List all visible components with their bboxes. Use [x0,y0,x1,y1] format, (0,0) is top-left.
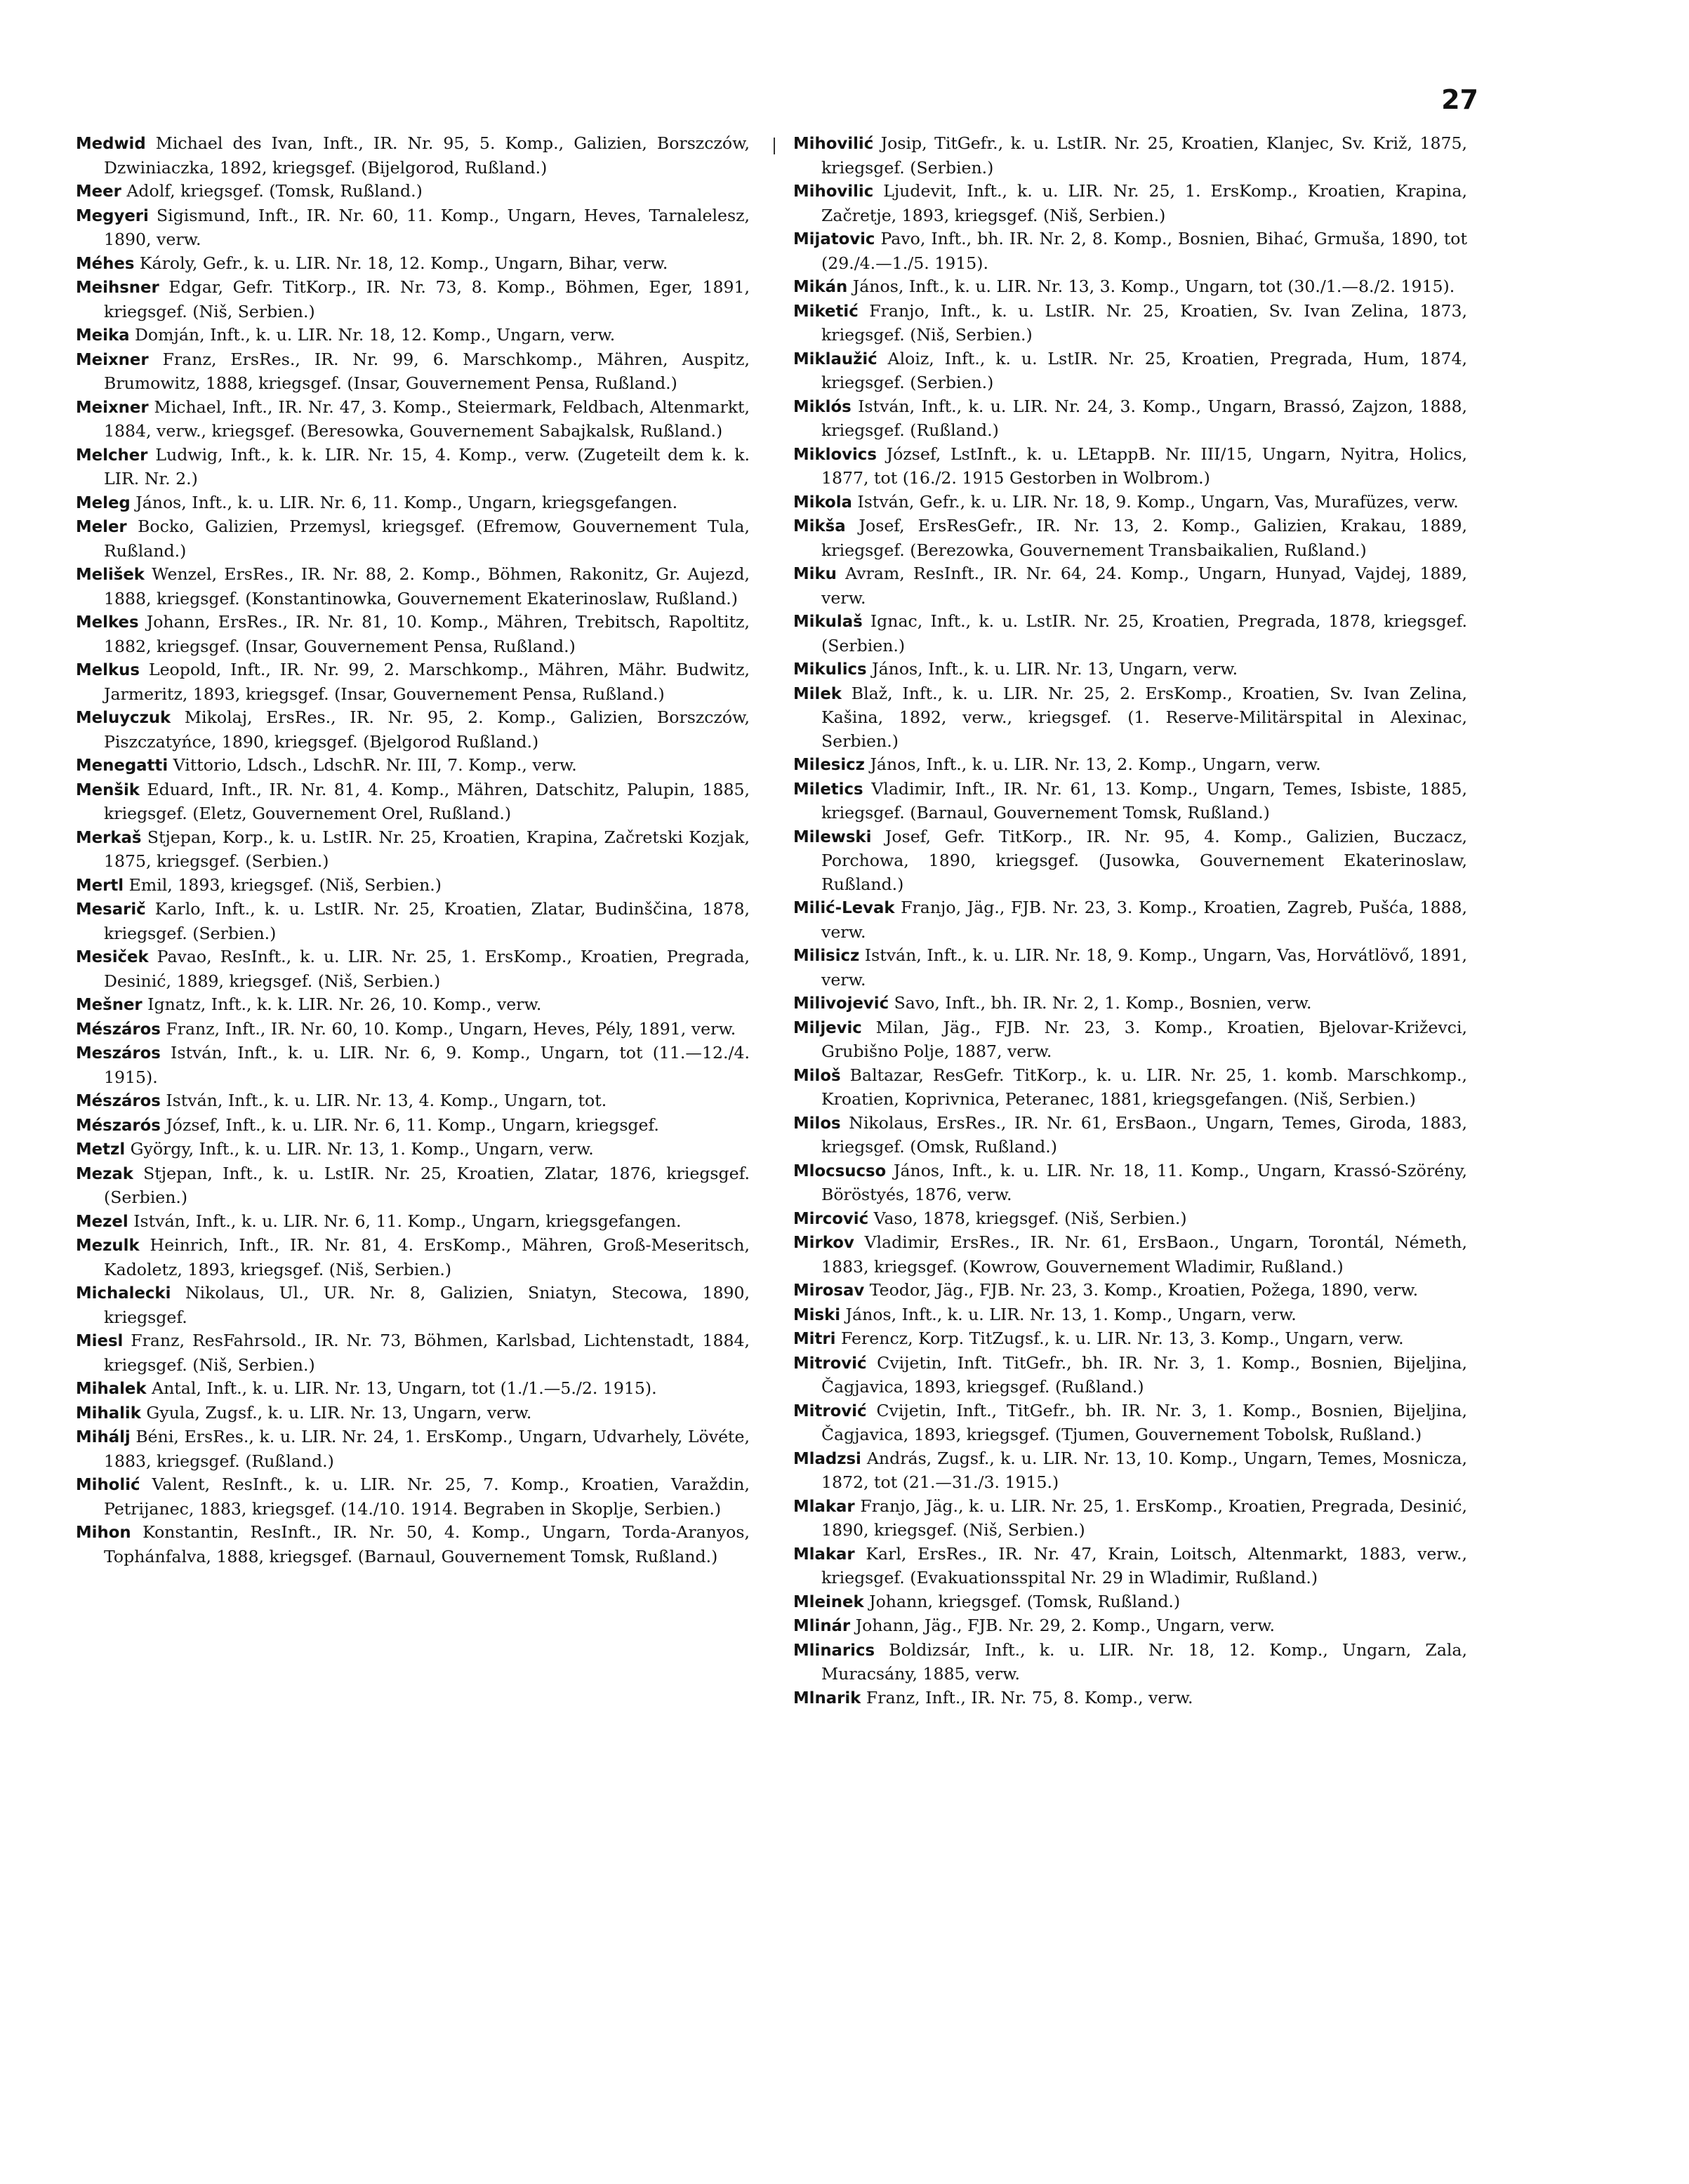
register-entry [793,1112,1467,1159]
entry-surname: Mesarič [76,900,146,919]
entry-details: József, Inft., k. u. LIR. Nr. 6, 11. Komp., Ungarn, kriegsgef. [160,1114,659,1135]
register-entry [793,1279,1467,1303]
entry-details: György, Inft., k. u. LIR. Nr. 13, 1. Komp., Ungarn, verw. [125,1139,594,1159]
register-entry [76,778,750,826]
entry-details: Konstantin, ResInft., IR. Nr. 50, 4. Komp., Ungarn, Torda-Aranyos, Tophánfalva, 1888, kriegsgef. (Barnaul, Gouvernement Tomsk, Rußland.) [104,1522,750,1566]
entry-details: Heinrich, Inft., IR. Nr. 81, 4. ErsKomp., Mähren, Groß-Meseritsch, Kadoletz, 1893, kriegsgef. (Niš, Serbien.) [104,1235,750,1279]
register-entry [76,204,750,252]
register-entry [76,444,750,491]
entry-surname: Meer [76,182,121,201]
register-entry [793,896,1467,944]
register-entry [76,132,750,180]
register-entry [793,1614,1467,1639]
entry-details: Michael, Inft., IR. Nr. 47, 3. Komp., Steiermark, Feldbach, Altenmarkt, 1884, verw., kriegsgef. (Beresowka, Gouvernement Sabajkalsk, Rußland.) [104,397,750,441]
register-entry [76,515,750,563]
entry-details: Ljudevit, Inft., k. u. LIR. Nr. 25, 1. ErsKomp., Kroatien, Krapina, Začretje, 1893, kriegsgef. (Niš, Serbien.) [821,181,1467,225]
entry-surname: Miljevic [793,1018,862,1037]
entry-surname: Miku [793,565,837,583]
register-entry [76,1114,750,1138]
entry-surname: Miklovics [793,445,877,464]
entry-surname: Melišek [76,566,145,584]
register-entry [793,1399,1467,1447]
entry-details: János, Inft., k. u. LIR. Nr. 13, 2. Komp., Ungarn, verw. [864,754,1321,774]
register-entry [76,658,750,706]
entry-details: Domján, Inft., k. u. LIR. Nr. 18, 12. Komp., Ungarn, verw. [129,325,616,345]
entry-surname: Meixner [76,398,149,417]
entry-details: Johann, ErsRes., IR. Nr. 81, 10. Komp., Mähren, Trebitsch, Rapoltitz, 1882, kriegsgef. (Insar, Gouvernement Pensa, Rußland.) [104,612,750,656]
register-entry [793,227,1467,275]
entry-surname: Mesiček [76,948,149,966]
entry-details: Franz, Inft., IR. Nr. 75, 8. Komp., verw. [861,1687,1193,1707]
register-entry [76,324,750,348]
entry-surname: Milewski [793,827,872,846]
register-entry [76,276,750,324]
entry-details: Valent, ResInft., k. u. LIR. Nr. 25, 7. Komp., Kroatien, Varaždin, Petrijanec, 1883, kriegsgef. (14./10. 1914. Begraben in Skoplje, Serbien.) [104,1474,750,1519]
register-entry [76,874,750,898]
entry-surname: Mladzsi [793,1449,861,1468]
register-entry [793,944,1467,992]
entry-surname: Meszáros [76,1044,161,1063]
entry-surname: Meleg [76,493,131,512]
entry-surname: Mezulk [76,1237,140,1255]
entry-details: Avram, ResInft., IR. Nr. 64, 24. Komp., Ungarn, Hunyad, Vajdej, 1889, verw. [821,564,1467,608]
register-entry [76,180,750,204]
entry-details: Cvijetin, Inft. TitGefr., bh. IR. Nr. 3, 1. Komp., Bosnien, Bijeljina, Čagjavica, 1893, kriegsgef. (Rußland.) [821,1352,1467,1397]
register-entry [793,1016,1467,1064]
entry-surname: Mihovilic [793,182,874,201]
entry-surname: Mircović [793,1209,869,1228]
entry-details: Franz, ResFahrsold., IR. Nr. 73, Böhmen, Karlsbad, Lichtenstadt, 1884, kriegsgef. (Niš, Serbien.) [104,1331,750,1375]
entry-details: András, Zugsf., k. u. LIR. Nr. 13, 10. Komp., Ungarn, Temes, Mosnicza, 1872, tot (21.—31./3. 1915.) [821,1448,1467,1492]
entry-surname: Mezel [76,1212,128,1231]
entry-details: István, Inft., k. u. LIR. Nr. 24, 3. Komp., Ungarn, Brassó, Zajzon, 1888, kriegsgef. (Rußland.) [821,396,1467,440]
register-entry [793,682,1467,754]
entry-details: Károly, Gefr., k. u. LIR. Nr. 18, 12. Komp., Ungarn, Bihar, verw. [134,253,668,273]
register-entry [76,1041,750,1089]
entry-surname: Mirosav [793,1281,865,1300]
register-entry [76,611,750,658]
entry-details: Vladimir, Inft., IR. Nr. 61, 13. Komp., Ungarn, Temes, Isbiste, 1885, kriegsgef. (Barnaul, Gouvernement Tomsk, Rußland.) [821,778,1467,823]
entry-details: Mikolaj, ErsRes., IR. Nr. 95, 2. Komp., Galizien, Borszczów, Piszczatyńce, 1890, kriegsgef. (Bjelgorod Rußland.) [104,707,750,752]
entry-details: Nikolaus, Ul., UR. Nr. 8, Galizien, Sniatyn, Stecowa, 1890, kriegsgef. [104,1283,750,1327]
register-entry [76,252,750,277]
register-entry [76,1401,750,1426]
entry-details: Wenzel, ErsRes., IR. Nr. 88, 2. Komp., Böhmen, Rakonitz, Gr. Aujezd, 1888, kriegsgef. (Konstantinowka, Gouvernement Ekaterinoslaw, Rußland.) [104,564,750,608]
register-entry [76,1234,750,1281]
entry-details: Adolf, kriegsgef. (Tomsk, Rußland.) [121,181,423,201]
entry-surname: Milek [793,684,842,703]
entry-details: Ignatz, Inft., k. k. LIR. Nr. 26, 10. Komp., verw. [142,994,542,1014]
entry-surname: Medwid [76,135,146,153]
register-entry [793,1352,1467,1399]
entry-surname: Mészáros [76,1020,161,1039]
entry-details: Eduard, Inft., IR. Nr. 81, 4. Komp., Mähren, Datschitz, Palupin, 1885, kriegsgef. (Eletz, Gouvernement Orel, Rußland.) [104,779,750,823]
register-entry [793,132,1467,180]
entry-surname: Melcher [76,446,148,465]
register-entry [76,1329,750,1377]
register-entry [76,1377,750,1401]
entry-surname: Mihalik [76,1404,141,1423]
register-entry [793,778,1467,825]
entry-details: Josef, ErsResGefr., IR. Nr. 13, 2. Komp., Galizien, Krakau, 1889, kriegsgef. (Berezowka, Gouvernement Transbaikalien, Rußland.) [821,516,1467,560]
entry-details: István, Inft., k. u. LIR. Nr. 6, 11. Komp., Ungarn, kriegsgefangen. [128,1211,682,1231]
entry-details: Bocko, Galizien, Przemysl, kriegsgef. (Efremow, Gouvernement Tula, Rußland.) [104,517,750,561]
entry-details: József, LstInft., k. u. LEtappB. Nr. III/15, Ungarn, Nyitra, Holics, 1877, tot (16./2. 1915 Gestorben in Wolbrom.) [821,444,1467,488]
register-entry [793,1447,1467,1495]
entry-surname: Merkaš [76,828,142,847]
entry-surname: Meika [76,326,130,345]
register-entry [793,1543,1467,1590]
entry-surname: Melkus [76,661,140,679]
entry-surname: Milić-Levak [793,899,895,917]
register-entry [793,1231,1467,1279]
entry-surname: Milos [793,1114,841,1133]
entry-surname: Mleinek [793,1592,864,1611]
register-entry [76,1425,750,1473]
entry-details: Baltazar, ResGefr. TitKorp., k. u. LIR. Nr. 25, 1. komb. Marschkomp., Kroatien, Koprivnica, Peteranec, 1881, kriegsgefangen. (Niš, Serbien.) [821,1065,1467,1109]
entry-surname: Mijatovic [793,230,875,248]
entry-surname: Mlocsucso [793,1161,887,1180]
register-entry [76,706,750,754]
entry-surname: Mezak [76,1164,133,1183]
entry-surname: Miesl [76,1332,124,1350]
entry-surname: Mikola [793,493,852,512]
entry-surname: Meler [76,518,127,536]
entry-surname: Milisicz [793,947,860,965]
register-entry [76,826,750,874]
entry-surname: Meixner [76,350,149,369]
entry-surname: Mirkov [793,1234,854,1252]
entry-surname: Mihálj [76,1428,131,1446]
register-entry [793,300,1467,347]
entry-details: Antal, Inft., k. u. LIR. Nr. 13, Ungarn, tot (1./1.—5./2. 1915). [146,1378,657,1398]
register-entry [793,1639,1467,1686]
register-entry [793,1495,1467,1543]
entry-details: Leopold, Inft., IR. Nr. 99, 2. Marschkomp., Mähren, Mähr. Budwitz, Jarmeritz, 1893, kriegsgef. (Insar, Gouvernement Pensa, Rußland.) [104,660,750,704]
entry-details: János, Inft., k. u. LIR. Nr. 18, 11. Komp., Ungarn, Krassó-Szörény, Böröstyés, 1876, verw. [821,1160,1467,1204]
entry-surname: Mikulics [793,660,867,679]
entry-details: Béni, ErsRes., k. u. LIR. Nr. 24, 1. ErsKomp., Ungarn, Udvarhely, Lövéte, 1883, kriegsgef. (Rußland.) [104,1427,750,1471]
entry-details: Johann, kriegsgef. (Tomsk, Rußland.) [863,1591,1181,1611]
entry-details: János, Inft., k. u. LIR. Nr. 13, 3. Komp., Ungarn, tot (30./1.—8./2. 1915). [847,277,1455,296]
entry-surname: Mészáros [76,1092,161,1110]
entry-details: János, Inft., k. u. LIR. Nr. 6, 11. Komp., Ungarn, kriegsgefangen. [130,492,678,512]
entry-surname: Mlakar [793,1497,855,1516]
entry-surname: Megyeri [76,206,149,225]
entry-details: Karlo, Inft., k. u. LstIR. Nr. 25, Kroatien, Zlatar, Budinščina, 1878, kriegsgef. (Serbien.) [104,899,750,943]
entry-details: Franz, Inft., IR. Nr. 60, 10. Komp., Ungarn, Heves, Pély, 1891, verw. [160,1018,736,1039]
register-entry [793,514,1467,562]
entry-details: Ferencz, Korp. TitZugsf., k. u. LIR. Nr. 13, 3. Komp., Ungarn, verw. [835,1329,1404,1348]
entry-surname: Miklaužić [793,349,877,368]
entry-details: Pavao, ResInft., k. u. LIR. Nr. 25, 1. ErsKomp., Kroatien, Pregrada, Desinić, 1889, kriegsgef. (Niš, Serbien.) [104,947,750,991]
register-entry [76,1210,750,1234]
entry-details: Aloiz, Inft., k. u. LstIR. Nr. 25, Kroatien, Pregrada, Hum, 1874, kriegsgef. (Serbien.) [821,348,1467,392]
register-entry [793,1327,1467,1352]
entry-details: Franz, ErsRes., IR. Nr. 99, 6. Marschkomp., Mähren, Auspitz, Brumowitz, 1888, kriegsgef. (Insar, Gouvernement Pensa, Rußland.) [104,349,750,393]
entry-surname: Miletics [793,780,863,799]
register-entry [76,1473,750,1521]
register-entry [793,658,1467,682]
entry-surname: Miketić [793,302,859,321]
entry-details: Pavo, Inft., bh. IR. Nr. 2, 8. Komp., Bosnien, Bihać, Grmuša, 1890, tot (29./4.—1./5. 1915). [821,229,1467,273]
entry-details: István, Inft., k. u. LIR. Nr. 18, 9. Komp., Ungarn, Vas, Horvátlövő, 1891, verw. [821,945,1467,990]
register-entry [76,898,750,945]
entry-surname: Mitri [793,1330,836,1348]
entry-details: Josef, Gefr. TitKorp., IR. Nr. 95, 4. Komp., Galizien, Buczacz, Porchowa, 1890, kriegsgef. (Jusowka, Gouvernement Ekaterinoslaw, Rußland.) [821,826,1467,894]
register-entry [793,1159,1467,1207]
entry-details: Sigismund, Inft., IR. Nr. 60, 11. Komp., Ungarn, Heves, Tarnalelesz, 1890, verw. [104,205,750,249]
entry-surname: Miloš [793,1066,841,1085]
entry-surname: Miholić [76,1476,140,1494]
entry-details: János, Inft., k. u. LIR. Nr. 13, Ungarn, verw. [866,659,1238,679]
register-entry [793,1590,1467,1615]
register-entry [793,992,1467,1016]
entry-details: Milan, Jäg., FJB. Nr. 23, 3. Komp., Kroatien, Bjelovar-Križevci, Grubišno Polje, 1887, verw. [821,1017,1467,1061]
entry-details: Johann, Jäg., FJB. Nr. 29, 2. Komp., Ungarn, verw. [850,1616,1276,1635]
register-entry [76,1089,750,1114]
register-entry [76,1138,750,1162]
entry-surname: Michalecki [76,1284,171,1303]
register-entry [793,1207,1467,1232]
register-entry [793,610,1467,658]
entry-details: Michael des Ivan, Inft., IR. Nr. 95, 5. Komp., Galizien, Borszczów, Dzwiniaczka, 1892, kriegsgef. (Bijelgorod, Rußland.) [104,133,750,178]
left-column [76,132,750,1569]
entry-details: Cvijetin, Inft., TitGefr., bh. IR. Nr. 3, 1. Komp., Bosnien, Bijeljina, Čagjavica, 1893, kriegsgef. (Tjumen, Gouvernement Tobolsk, Rußland.) [821,1400,1467,1444]
entry-details: Vittorio, Ldsch., LdschR. Nr. III, 7. Komp., verw. [168,755,577,775]
entry-surname: Meihsner [76,279,159,297]
entry-details: Ludwig, Inft., k. k. LIR. Nr. 15, 4. Komp., verw. (Zugeteilt dem k. k. LIR. Nr. 2.) [104,444,750,488]
register-entry [793,753,1467,778]
entry-surname: Mikulaš [793,613,863,631]
entry-surname: Miski [793,1305,841,1324]
column-divider [774,138,775,154]
register-entry [793,1303,1467,1328]
entry-details: Franjo, Jäg., FJB. Nr. 23, 3. Komp., Kroatien, Zagreb, Pušća, 1888, verw. [821,898,1467,942]
entry-details: István, Gefr., k. u. LIR. Nr. 18, 9. Komp., Ungarn, Vas, Murafüzes, verw. [852,491,1459,512]
register-entry [793,275,1467,300]
entry-details: Teodor, Jäg., FJB. Nr. 23, 3. Komp., Kroatien, Požega, 1890, verw. [864,1280,1419,1300]
register-entry [793,347,1467,395]
register-entry [793,1686,1467,1711]
register-entry [793,562,1467,610]
entry-surname: Mihon [76,1524,131,1542]
register-entry [793,443,1467,491]
entry-details: István, Inft., k. u. LIR. Nr. 13, 4. Komp., Ungarn, tot. [160,1091,607,1110]
entry-details: Edgar, Gefr. TitKorp., IR. Nr. 73, 8. Komp., Böhmen, Eger, 1891, kriegsgef. (Niš, Serbien.) [104,277,750,321]
register-entry [793,1064,1467,1112]
entry-surname: Menšik [76,780,140,799]
entry-surname: Mikán [793,278,848,296]
entry-surname: Mitrović [793,1401,867,1420]
right-column [793,132,1467,1710]
register-entry [76,993,750,1018]
entry-details: Vaso, 1878, kriegsgef. (Niš, Serbien.) [868,1208,1187,1228]
entry-surname: Metzl [76,1140,126,1159]
entry-surname: Menegatti [76,757,168,775]
entry-details: Emil, 1893, kriegsgef. (Niš, Serbien.) [124,874,442,895]
entry-details: István, Inft., k. u. LIR. Nr. 6, 9. Komp., Ungarn, tot (11.—12./4. 1915). [104,1043,750,1087]
entry-surname: Mešner [76,996,143,1014]
register-entry [793,395,1467,443]
entry-surname: Milesicz [793,756,865,774]
entry-surname: Melkes [76,613,139,632]
entry-surname: Mlakar [793,1545,855,1564]
entry-details: Blaž, Inft., k. u. LIR. Nr. 25, 2. ErsKomp., Kroatien, Sv. Ivan Zelina, Kašina, 1892, verw., kriegsgef. (1. Reserve-Militärspital in Alexinac, Serbien.) [821,683,1467,751]
entry-details: Stjepan, Korp., k. u. LstIR. Nr. 25, Kroatien, Krapina, Začretski Kozjak, 1875, kriegsgef. (Serbien.) [104,827,750,871]
entry-details: Stjepan, Inft., k. u. LstIR. Nr. 25, Kroatien, Zlatar, 1876, kriegsgef. (Serbien.) [104,1163,750,1207]
entry-details: Ignac, Inft., k. u. LstIR. Nr. 25, Kroatien, Pregrada, 1878, kriegsgef. (Serbien.) [821,611,1467,655]
register-entry [793,825,1467,897]
entry-surname: Mészarós [76,1116,161,1135]
register-entry [793,491,1467,515]
page-number: 27 [1441,84,1478,115]
entry-surname: Méhes [76,254,135,273]
register-entry [76,491,750,516]
register-entry [76,1521,750,1569]
entry-surname: Mlinár [793,1617,851,1635]
entry-details: Nikolaus, ErsRes., IR. Nr. 61, ErsBaon., Ungarn, Temes, Giroda, 1883, kriegsgef. (Omsk, Rußland.) [821,1112,1467,1157]
entry-details: Franjo, Jäg., k. u. LIR. Nr. 25, 1. ErsKomp., Kroatien, Pregrada, Desinić, 1890, kriegsgef. (Niš, Serbien.) [821,1496,1467,1540]
entry-surname: Miklós [793,397,852,416]
entry-details: Karl, ErsRes., IR. Nr. 47, Krain, Loitsch, Altenmarkt, 1883, verw., kriegsgef. (Evakuationsspital Nr. 29 in Wladimir, Rußland.) [821,1543,1467,1587]
register-entry [76,563,750,611]
register-entry [76,945,750,993]
register-entry [793,180,1467,227]
entry-surname: Mlnarik [793,1689,861,1707]
entry-details: Josip, TitGefr., k. u. LstIR. Nr. 25, Kroatien, Klanjec, Sv. Križ, 1875, kriegsgef. (Serbien.) [821,133,1467,178]
register-entry [76,348,750,396]
register-entry [76,1162,750,1210]
entry-surname: Meluyczuk [76,709,171,727]
entry-details: Boldizsár, Inft., k. u. LIR. Nr. 18, 12. Komp., Ungarn, Zala, Muracsány, 1885, verw. [821,1639,1467,1684]
entry-details: Franjo, Inft., k. u. LstIR. Nr. 25, Kroatien, Sv. Ivan Zelina, 1873, kriegsgef. (Niš, Serbien.) [821,300,1467,345]
register-entry [76,754,750,778]
register-entry [76,1281,750,1329]
entry-details: Savo, Inft., bh. IR. Nr. 2, 1. Komp., Bosnien, verw. [889,993,1312,1013]
entry-surname: Mihalek [76,1380,147,1398]
entry-surname: Mikša [793,517,846,535]
entry-details: Vladimir, ErsRes., IR. Nr. 61, ErsBaon., Ungarn, Torontál, Németh, 1883, kriegsgef. (Kowrow, Gouvernement Wladimir, Rußland.) [821,1232,1467,1277]
entry-surname: Mihovilić [793,135,874,153]
entry-surname: Mlinarics [793,1641,875,1660]
entry-details: János, Inft., k. u. LIR. Nr. 13, 1. Komp., Ungarn, verw. [840,1304,1297,1324]
entry-details: Gyula, Zugsf., k. u. LIR. Nr. 13, Ungarn, verw. [140,1402,532,1423]
entry-surname: Mitrović [793,1354,867,1373]
register-entry [76,1018,750,1042]
entry-surname: Mertl [76,876,124,895]
entry-surname: Milivojević [793,994,889,1013]
register-entry [76,396,750,444]
